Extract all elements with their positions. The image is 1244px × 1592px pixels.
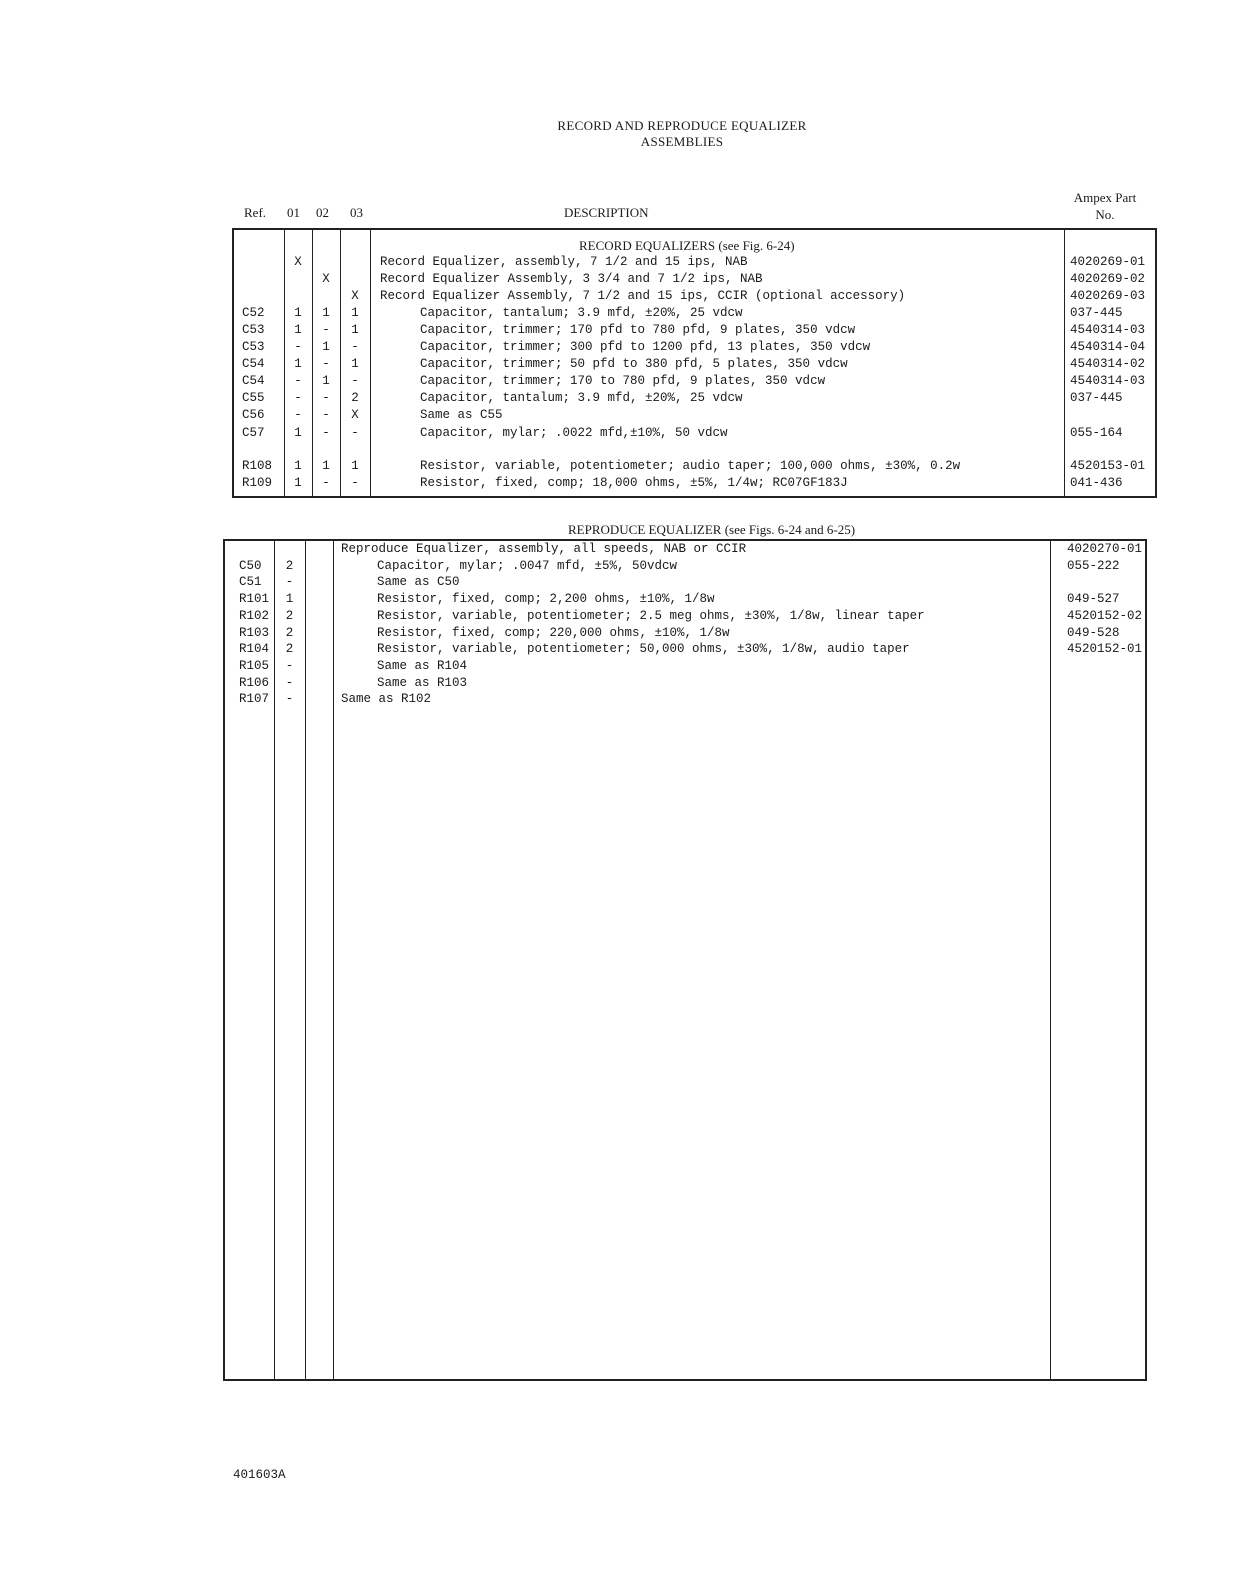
table-row [225,692,1145,709]
part-number-cell: 4540314-04 [1070,340,1146,354]
page-title-line2: ASSEMBLIES [640,134,724,149]
description-cell: Resistor, fixed, comp; 18,000 ohms, ±5%, 1/4w; RC07GF183J [420,476,848,490]
col-02-header: 02 [316,205,329,220]
table-row [234,340,1155,357]
part-number-cell: 055-164 [1070,426,1123,440]
qty-cell: - [285,675,294,690]
ref-cell: C54 [242,357,265,371]
qty-03-cell: 1 [351,459,359,473]
qty-02-cell: - [322,357,330,371]
description-cell: Same as R104 [377,658,468,673]
part-number-cell: 4540314-03 [1070,323,1146,337]
part-number-cell: 049-528 [1067,625,1120,640]
description-cell: Same as C55 [420,408,503,422]
part-number-cell: 4520152-01 [1067,642,1143,657]
description-cell: Same as R103 [377,675,468,690]
description-cell: Capacitor, tantalum; 3.9 mfd, ±20%, 25 vdcw [420,391,743,405]
ref-cell: R101 [239,592,270,607]
part-number-cell: 4020270-01 [1067,542,1143,556]
col-ref-header: Ref. [244,205,267,220]
qty-cell: 1 [285,592,294,607]
qty-02-cell: 1 [322,340,330,354]
qty-02-cell: - [322,476,330,490]
ref-cell: C50 [239,558,262,573]
qty-01-cell: 1 [294,476,302,490]
description-cell: Resistor, variable, potentiometer; 50,000 ohms, ±30%, 1/8w, audio taper [377,642,910,657]
ref-cell: C57 [242,426,265,440]
reproduce-section-heading: REPRODUCE EQUALIZER (see Figs. 6-24 and 6-25) [568,522,856,537]
qty-02-cell: 1 [322,306,330,320]
part-number-cell: 037-445 [1070,391,1123,405]
part-number-cell: 4520152-02 [1067,608,1143,623]
qty-01-cell: X [294,255,302,269]
qty-03-cell: 1 [351,306,359,320]
table-row [234,476,1155,493]
qty-02-cell: - [322,408,330,422]
table-row [225,659,1145,676]
table-row [225,559,1145,576]
ref-cell: C53 [242,323,265,337]
part-number-cell: 4020269-02 [1070,272,1146,286]
table-row [234,255,1155,272]
reproduce-equalizer-table [223,539,1147,1381]
description-cell: Capacitor, tantalum; 3.9 mfd, ±20%, 25 vdcw [420,306,743,320]
col-part-header-line1: Ampex Part [1073,190,1137,205]
qty-cell: 2 [285,608,294,623]
table-row [234,391,1155,408]
qty-01-cell: - [294,374,302,388]
qty-02-cell: - [322,426,330,440]
ref-cell: C56 [242,408,265,422]
part-number-cell: 4020269-01 [1070,255,1146,269]
qty-01-cell: - [294,391,302,405]
ref-cell: C51 [239,575,262,590]
description-cell: Record Equalizer Assembly, 7 1/2 and 15 ips, CCIR (optional accessory) [380,289,906,303]
ref-cell: C54 [242,374,265,388]
ref-cell: C53 [242,340,265,354]
qty-01-cell: - [294,408,302,422]
qty-01-cell: 1 [294,357,302,371]
description-cell: Capacitor, trimmer; 170 pfd to 780 pfd, 9 plates, 350 vdcw [420,323,856,337]
col-part-header-line2: No. [1095,207,1115,222]
record-section-heading: RECORD EQUALIZERS (see Fig. 6-24) [579,238,795,253]
part-number-cell: 041-436 [1070,476,1123,490]
qty-cell: - [285,692,294,707]
table-row [225,626,1145,643]
description-cell: Same as R102 [341,692,432,707]
qty-03-cell: - [351,340,359,354]
qty-01-cell: - [294,340,302,354]
table-row [234,289,1155,306]
description-cell: Same as C50 [377,575,460,590]
qty-02-cell: X [322,272,330,286]
qty-03-cell: X [351,408,359,422]
table-row [225,676,1145,693]
qty-02-cell: - [322,323,330,337]
table-row [234,426,1155,443]
qty-03-cell: 1 [351,357,359,371]
qty-01-cell: 1 [294,306,302,320]
description-cell: Capacitor, trimmer; 170 to 780 pfd, 9 plates, 350 vdcw [420,374,826,388]
ref-cell: R109 [242,476,273,490]
ref-cell: C52 [242,306,265,320]
qty-01-cell: 1 [294,323,302,337]
ref-cell: C55 [242,391,265,405]
description-cell: Resistor, fixed, comp; 2,200 ohms, ±10%, 1/8w [377,592,715,607]
table-row [225,609,1145,626]
part-number-cell: 4540314-03 [1070,374,1146,388]
table-row [234,272,1155,289]
qty-01-cell: 1 [294,459,302,473]
part-number-cell: 037-445 [1070,306,1123,320]
ref-cell: R107 [239,692,270,707]
ref-cell: R103 [239,625,270,640]
qty-cell: - [285,658,294,673]
table-row [225,542,1145,559]
qty-03-cell: - [351,476,359,490]
part-number-cell: 4540314-02 [1070,357,1146,371]
description-cell: Capacitor, mylar; .0022 mfd,±10%, 50 vdcw [420,426,728,440]
description-cell: Capacitor, trimmer; 300 pfd to 1200 pfd, 13 plates, 350 vdcw [420,340,871,354]
part-number-cell: 4520153-01 [1070,459,1146,473]
ref-cell: R106 [239,675,270,690]
record-equalizers-table [232,228,1157,498]
qty-cell: 2 [285,625,294,640]
table-row [234,323,1155,340]
ref-cell: R108 [242,459,273,473]
description-cell: Resistor, fixed, comp; 220,000 ohms, ±10%, 1/8w [377,625,730,640]
description-cell: Record Equalizer Assembly, 3 3/4 and 7 1/2 ips, NAB [380,272,763,286]
col-01-header: 01 [287,205,300,220]
part-number-cell: 055-222 [1067,558,1120,573]
qty-02-cell: 1 [322,374,330,388]
qty-cell: 2 [285,558,294,573]
document-number: 401603A [233,1468,286,1482]
qty-03-cell: - [351,426,359,440]
description-cell: Resistor, variable, potentiometer; audio taper; 100,000 ohms, ±30%, 0.2w [420,459,961,473]
ref-cell: R104 [239,642,270,657]
table-row [225,575,1145,592]
qty-02-cell: 1 [322,459,330,473]
description-cell: Record Equalizer, assembly, 7 1/2 and 15 ips, NAB [380,255,748,269]
table-row [234,374,1155,391]
qty-cell: - [285,575,294,590]
table-row [225,592,1145,609]
qty-01-cell: 1 [294,426,302,440]
part-number-cell: 4020269-03 [1070,289,1146,303]
table-row [234,459,1155,476]
page-title-line1: RECORD AND REPRODUCE EQUALIZER [557,118,807,133]
qty-03-cell: 1 [351,323,359,337]
qty-03-cell: X [351,289,359,303]
table-row [234,306,1155,323]
description-cell: Capacitor, trimmer; 50 pfd to 380 pfd, 5 plates, 350 vdcw [420,357,848,371]
qty-cell: 2 [285,642,294,657]
table-row [225,642,1145,659]
qty-02-cell: - [322,391,330,405]
table-row [234,408,1155,425]
col-03-header: 03 [350,205,363,220]
description-cell: Resistor, variable, potentiometer; 2.5 meg ohms, ±30%, 1/8w, linear taper [377,608,925,623]
ref-cell: R105 [239,658,270,673]
qty-03-cell: - [351,374,359,388]
description-cell: Reproduce Equalizer, assembly, all speeds, NAB or CCIR [341,542,747,556]
description-cell: Capacitor, mylar; .0047 mfd, ±5%, 50vdcw [377,558,678,573]
qty-03-cell: 2 [351,391,359,405]
ref-cell: R102 [239,608,270,623]
col-description-header: DESCRIPTION [564,205,649,220]
part-number-cell: 049-527 [1067,592,1120,607]
table-row [234,357,1155,374]
